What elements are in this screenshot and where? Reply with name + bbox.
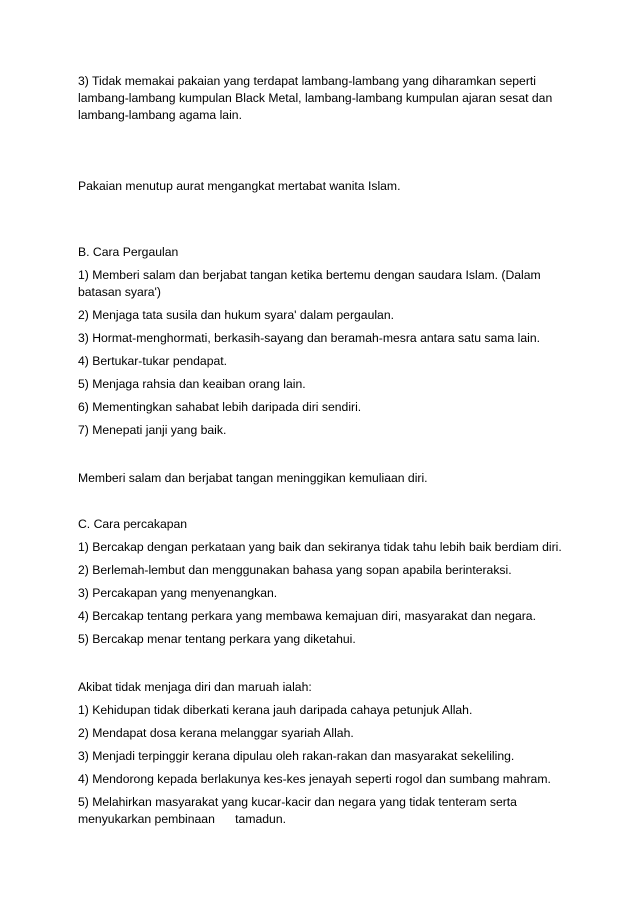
pergaulan-item-1: 1) Memberi salam dan berjabat tangan ketika bertemu dengan saudara Islam. (Dalam batasan syara') <box>78 268 545 299</box>
percakapan-item-3: 3) Percakapan yang menyenangkan. <box>78 586 278 600</box>
percakapan-item-4: 4) Bercakap tentang perkara yang membawa kemajuan diri, masyarakat dan negara. <box>78 609 536 623</box>
akibat-item-1: 1) Kehidupan tidak diberkati kerana jauh daripada cahaya petunjuk Allah. <box>78 703 473 717</box>
akibat-item-5: 5) Melahirkan masyarakat yang kucar-kacir dan negara yang tidak tenteram serta menyukarkan pembinaan tamadun. <box>78 795 521 826</box>
pergaulan-item-3: 3) Hormat-menghormati, berkasih-sayang dan beramah-mesra antara satu sama lain. <box>78 331 540 345</box>
section-heading-pergaulan: B. Cara Pergaulan <box>78 245 179 259</box>
akibat-item-3: 3) Menjadi terpinggir kerana dipulau oleh rakan-rakan dan masyarakat sekeliling. <box>78 749 515 763</box>
pergaulan-item-6: 6) Mementingkan sahabat lebih daripada diri sendiri. <box>78 400 362 414</box>
percakapan-item-1: 1) Bercakap dengan perkataan yang baik dan sekiranya tidak tahu lebih baik berdiam diri. <box>78 540 562 554</box>
paragraph-item-3: 3) Tidak memakai pakaian yang terdapat lambang-lambang yang diharamkan seperti lambang-lambang kumpulan Black Metal, lambang-lambang kumpulan ajaran sesat dan lambang-lambang agama lain. <box>78 74 556 122</box>
pergaulan-item-4: 4) Bertukar-tukar pendapat. <box>78 354 228 368</box>
akibat-item-2: 2) Mendapat dosa kerana melanggar syariah Allah. <box>78 726 354 740</box>
emphasis-statement-aurat: Pakaian menutup aurat mengangkat mertabat wanita Islam. <box>78 179 401 193</box>
akibat-item-4: 4) Mendorong kepada berlakunya kes-kes jenayah seperti rogol dan sumbang mahram. <box>78 772 551 786</box>
percakapan-item-5: 5) Bercakap menar tentang perkara yang diketahui. <box>78 632 356 646</box>
pergaulan-item-5: 5) Menjaga rahsia dan keaiban orang lain. <box>78 377 306 391</box>
emphasis-statement-salam: Memberi salam dan berjabat tangan meninggikan kemuliaan diri. <box>78 471 428 485</box>
section-heading-akibat: Akibat tidak menjaga diri dan maruah ialah: <box>78 680 312 694</box>
pergaulan-item-2: 2) Menjaga tata susila dan hukum syara' dalam pergaulan. <box>78 308 395 322</box>
pergaulan-item-7: 7) Menepati janji yang baik. <box>78 423 227 437</box>
percakapan-item-2: 2) Berlemah-lembut dan menggunakan bahasa yang sopan apabila berinteraksi. <box>78 563 512 577</box>
section-heading-percakapan: C. Cara percakapan <box>78 517 188 531</box>
